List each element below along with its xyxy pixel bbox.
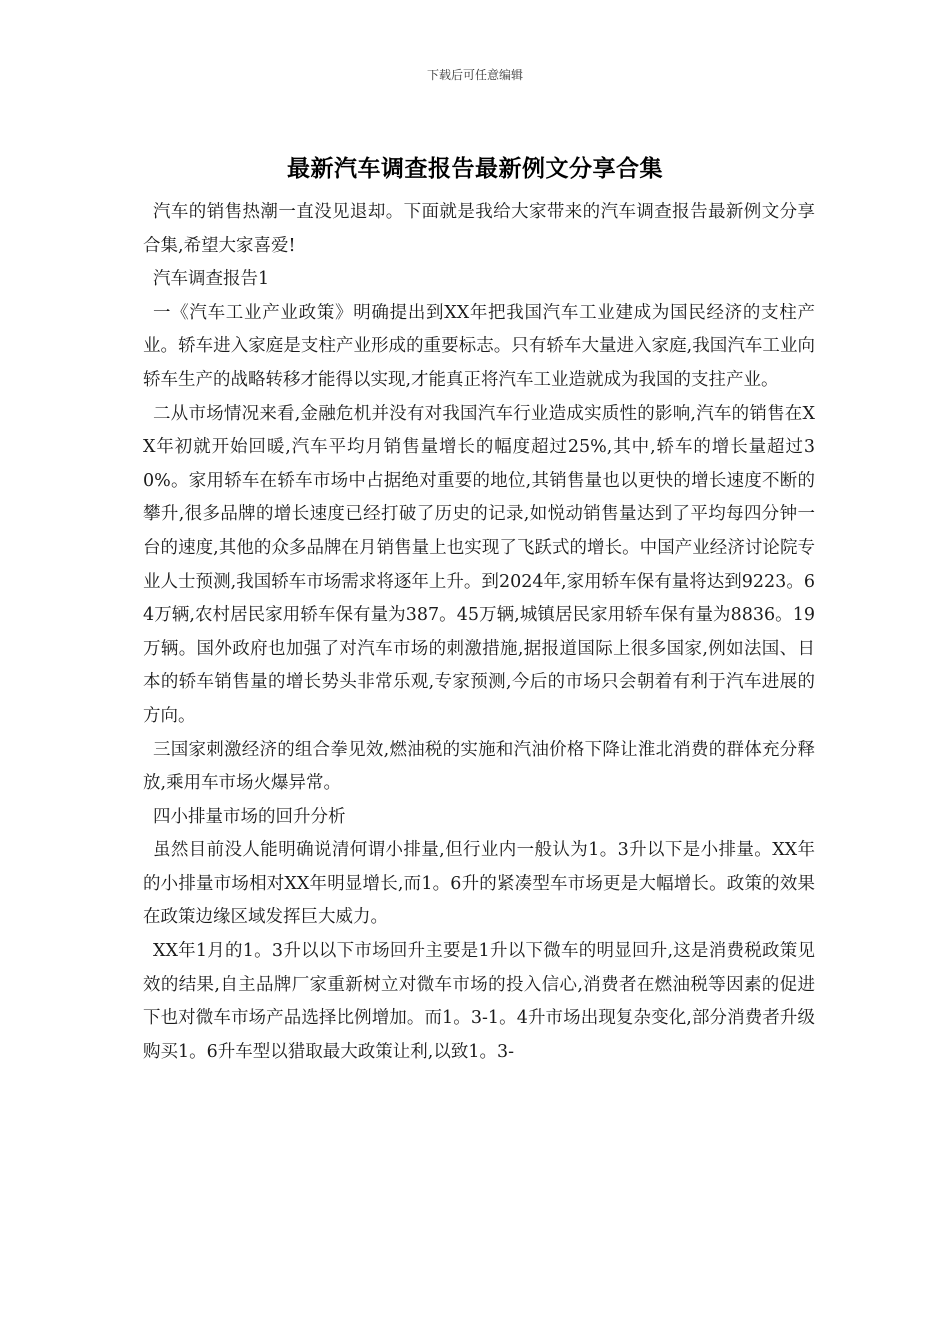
page-header: 下载后可任意编辑 bbox=[426, 68, 523, 82]
intro-paragraph: 汽车的销售热潮一直没见退却。下面就是我给大家带来的汽车调查报告最新例文分享合集,希望大家喜爱! bbox=[143, 202, 815, 256]
document-title: 最新汽车调查报告最新例文分享合集 bbox=[287, 155, 663, 182]
section-heading: 四小排量市场的回升分析 bbox=[153, 806, 346, 827]
body-paragraph: XX年1月的1。3升以以下市场回升主要是1升以下微车的明显回升,这是消费税政策见效的结果,自主品牌厂家重新树立对微车市场的投入信心,消费者在燃油税等因素的促进下也对微车市场产品选择比例增加。而1。3-1。4升市场出现复杂变化,部分消费者升级购买1。6升车型以猎取最大政策让利,以致1。3- bbox=[143, 941, 815, 1062]
section-heading: 汽车调查报告1 bbox=[153, 269, 270, 290]
body-paragraph: 一《汽车工业产业政策》明确提出到XX年把我国汽车工业建成为国民经济的支柱产业。轿车进入家庭是支柱产业形成的重要标志。只有轿车大量进入家庭,我国汽车工业向轿车生产的战略转移才能得以实现,才能真正将汽车工业造就成为我国的支拄产业。 bbox=[143, 302, 815, 390]
body-paragraph: 二从市场情况来看,金融危机并没有对我国汽车行业造成实质性的影响,汽车的销售在XX年初就开始回暖,汽车平均月销售量增长的幅度超过25%,其中,轿车的增长量超过30%。家用轿车在轿车市场中占据绝对重要的地位,其销售量也以更快的增长速度不断的攀升,很多品牌的增长速度已经打破了历史的记录,如悦动销售量达到了平均每四分钟一台的速度,其他的众多品牌在月销售量上也实现了飞跃式的增长。中国产业经济讨论院专业人士预测,我国轿车市场需求将逐年上升。到2024年,家用轿车保有量将达到9223。64万辆,农村居民家用轿车保有量为387。45万辆,城镇居民家用轿车保有量为8836。19万辆。国外政府也加强了对汽车市场的刺激措施,据报道国际上很多国家,例如法国、日本的轿车销售量的增长势头非常乐观,专家预测,今后的市场只会朝着有利于汽车进展的方向。 bbox=[143, 403, 815, 726]
body-paragraph: 三国家刺激经济的组合拳见效,燃油税的实施和汽油价格下降让淮北消费的群体充分释放,乘用车市场火爆异常。 bbox=[143, 739, 815, 794]
document-body bbox=[143, 196, 815, 1069]
body-paragraph: 虽然目前没人能明确说清何谓小排量,但行业内一般认为1。3升以下是小排量。XX年的小排量市场相对XX年明显增长,而1。6升的紧凑型车市场更是大幅增长。政策的效果在政策边缘区域发挥巨大威力。 bbox=[143, 840, 815, 928]
